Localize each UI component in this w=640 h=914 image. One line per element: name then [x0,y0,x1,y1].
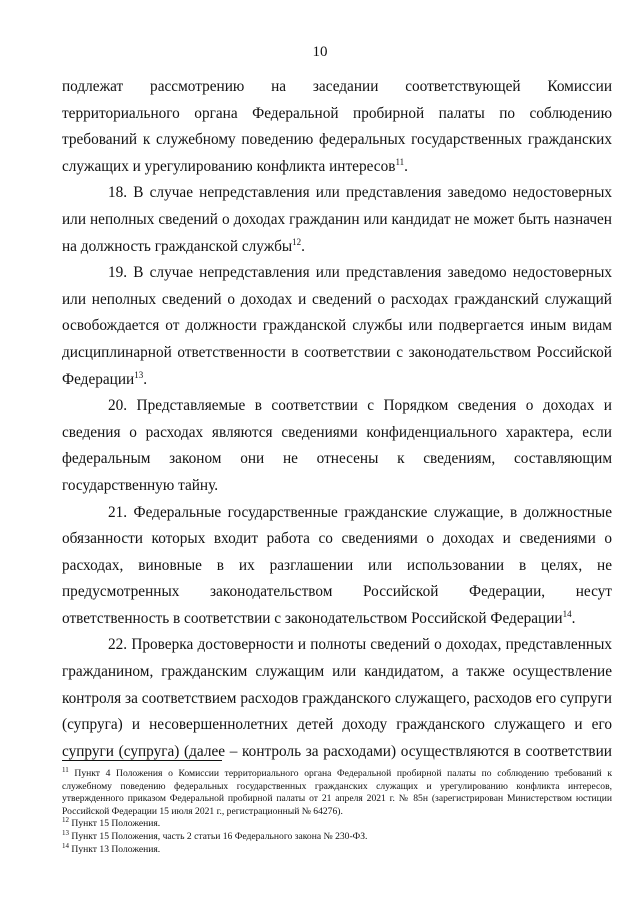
paragraph-continuation: подлежат рассмотрению на заседании соответствующей Комиссии территориального органа Федеральной пробирной палаты по соблюдению требований к служебному поведению федеральных государственных гражданских служащих и урегулированию конфликта интересов$^{11}$. [62,78,612,175]
footnote-ref: 14 [562,608,572,619]
paragraph-20 [62,393,612,499]
paragraph-text: ответственность в соответствии с законодательством Российской Федерации [62,609,563,627]
footnote-number: 12 [62,816,69,825]
paragraph-text: 22. Проверка достоверности и полноты сведений о доходах, представленных гражданином, гражданским служащим или кандидатом, а также осуществление контроля за соответствием расходов гражданского служащего, расходов его супруги (супруга) и несовершеннолетних детей доходу гражданского служащего и его супруги (супруга) (далее – контроль за расходами) осуществляются в соответствии [62,636,612,760]
page-number: 10 [312,44,328,60]
footnote-text: Пункт 15 Положения, часть 2 статьи 16 Федерального закона № 230-ФЗ. [71,830,368,842]
paragraph-text: подлежат рассмотрению на заседании соответствующей Комиссии территориального органа Федеральной пробирной палаты по соблюдению требований к служебному поведению федеральных государственных гражданских служащих и урегулированию конфликта интересов [62,78,612,175]
paragraph-text: 19. В случае непредставления или представления заведомо недостоверных или неполных сведений о доходах и сведений о расходах гражданский служащий освобождается от должности гражданской службы или подвергается иным видам дисциплинарной ответственности в соответствии с законодательством Российской Федерации [62,264,612,388]
footnote-separator [62,760,222,761]
paragraph-text: 20. Представляемые в соответствии с Порядком сведения о доходах и сведения о расходах являются сведениями конфиденциального характера, если федеральным законом они не отнесены к сведениям, составляющим государственную тайну. [62,397,612,494]
paragraph-22 [62,632,612,765]
paragraph-21 [62,500,612,606]
footnote-ref: 13 [134,369,144,380]
footnote-13 [62,828,612,844]
footnote-14 [62,841,612,857]
paragraph-text: 18. В случае непредставления или представления заведомо недостоверных или неполных сведений о доходах гражданин или кандидат не может быть назначен на должность гражданской службы [62,184,612,255]
footnote-ref: 12 [292,236,302,247]
footnotes [62,768,612,856]
paragraph-19: 19. В случае непредставления или представления заведомо недостоверных или неполных сведений о доходах и сведений о расходах гражданский служащий освобождается от должности гражданской службы или подвергается иным видам дисциплинарной ответственности в соответствии с законодательством Российской Федерации$^{13}$. [62,264,612,388]
paragraph-text: 21. Федеральные государственные гражданские служащие, в должностные обязанности которых входит работа со сведениями о доходах и сведениями о расходах, виновные в их разглашении или использовании в целях, не предусмотренных законодательством Российской Федерации, несут [62,503,612,601]
document-body [62,74,612,765]
paragraph-21-last-line: ответственность в соответствии с законодательством Российской Федерации$^{14}$. [62,608,576,627]
footnote-number: 11 [62,766,69,774]
footnote-12 [62,818,612,831]
footnote-ref: 11 [395,156,405,167]
footnote-text: Пункт 13 Положения. [71,843,161,855]
footnote-number: 13 [62,828,69,837]
paragraph-18: 18. В случае непредставления или представления заведомо недостоверных или неполных сведений о доходах гражданин или кандидат не может быть назначен на должность гражданской службы$^{12}$. [62,184,612,255]
footnote-number: 14 [62,841,69,850]
footnote-text: Пункт 15 Положения. [71,818,161,830]
footnote-11 [62,768,612,818]
footnote-text: Пункт 4 Положения о Комиссии территориального органа Федеральной пробирной палаты по соблюдению требований к служебному поведению федеральных государственных гражданских служащих и урегулированию конфликта интересов, утвержденного приказом Федеральной пробирной палаты от 21 апреля 2021 г. № 85н (зарегистрирован Министерством юстиции Российской Федерации 15 июля 2021 г., регистрационный № 64276). [62,768,612,817]
